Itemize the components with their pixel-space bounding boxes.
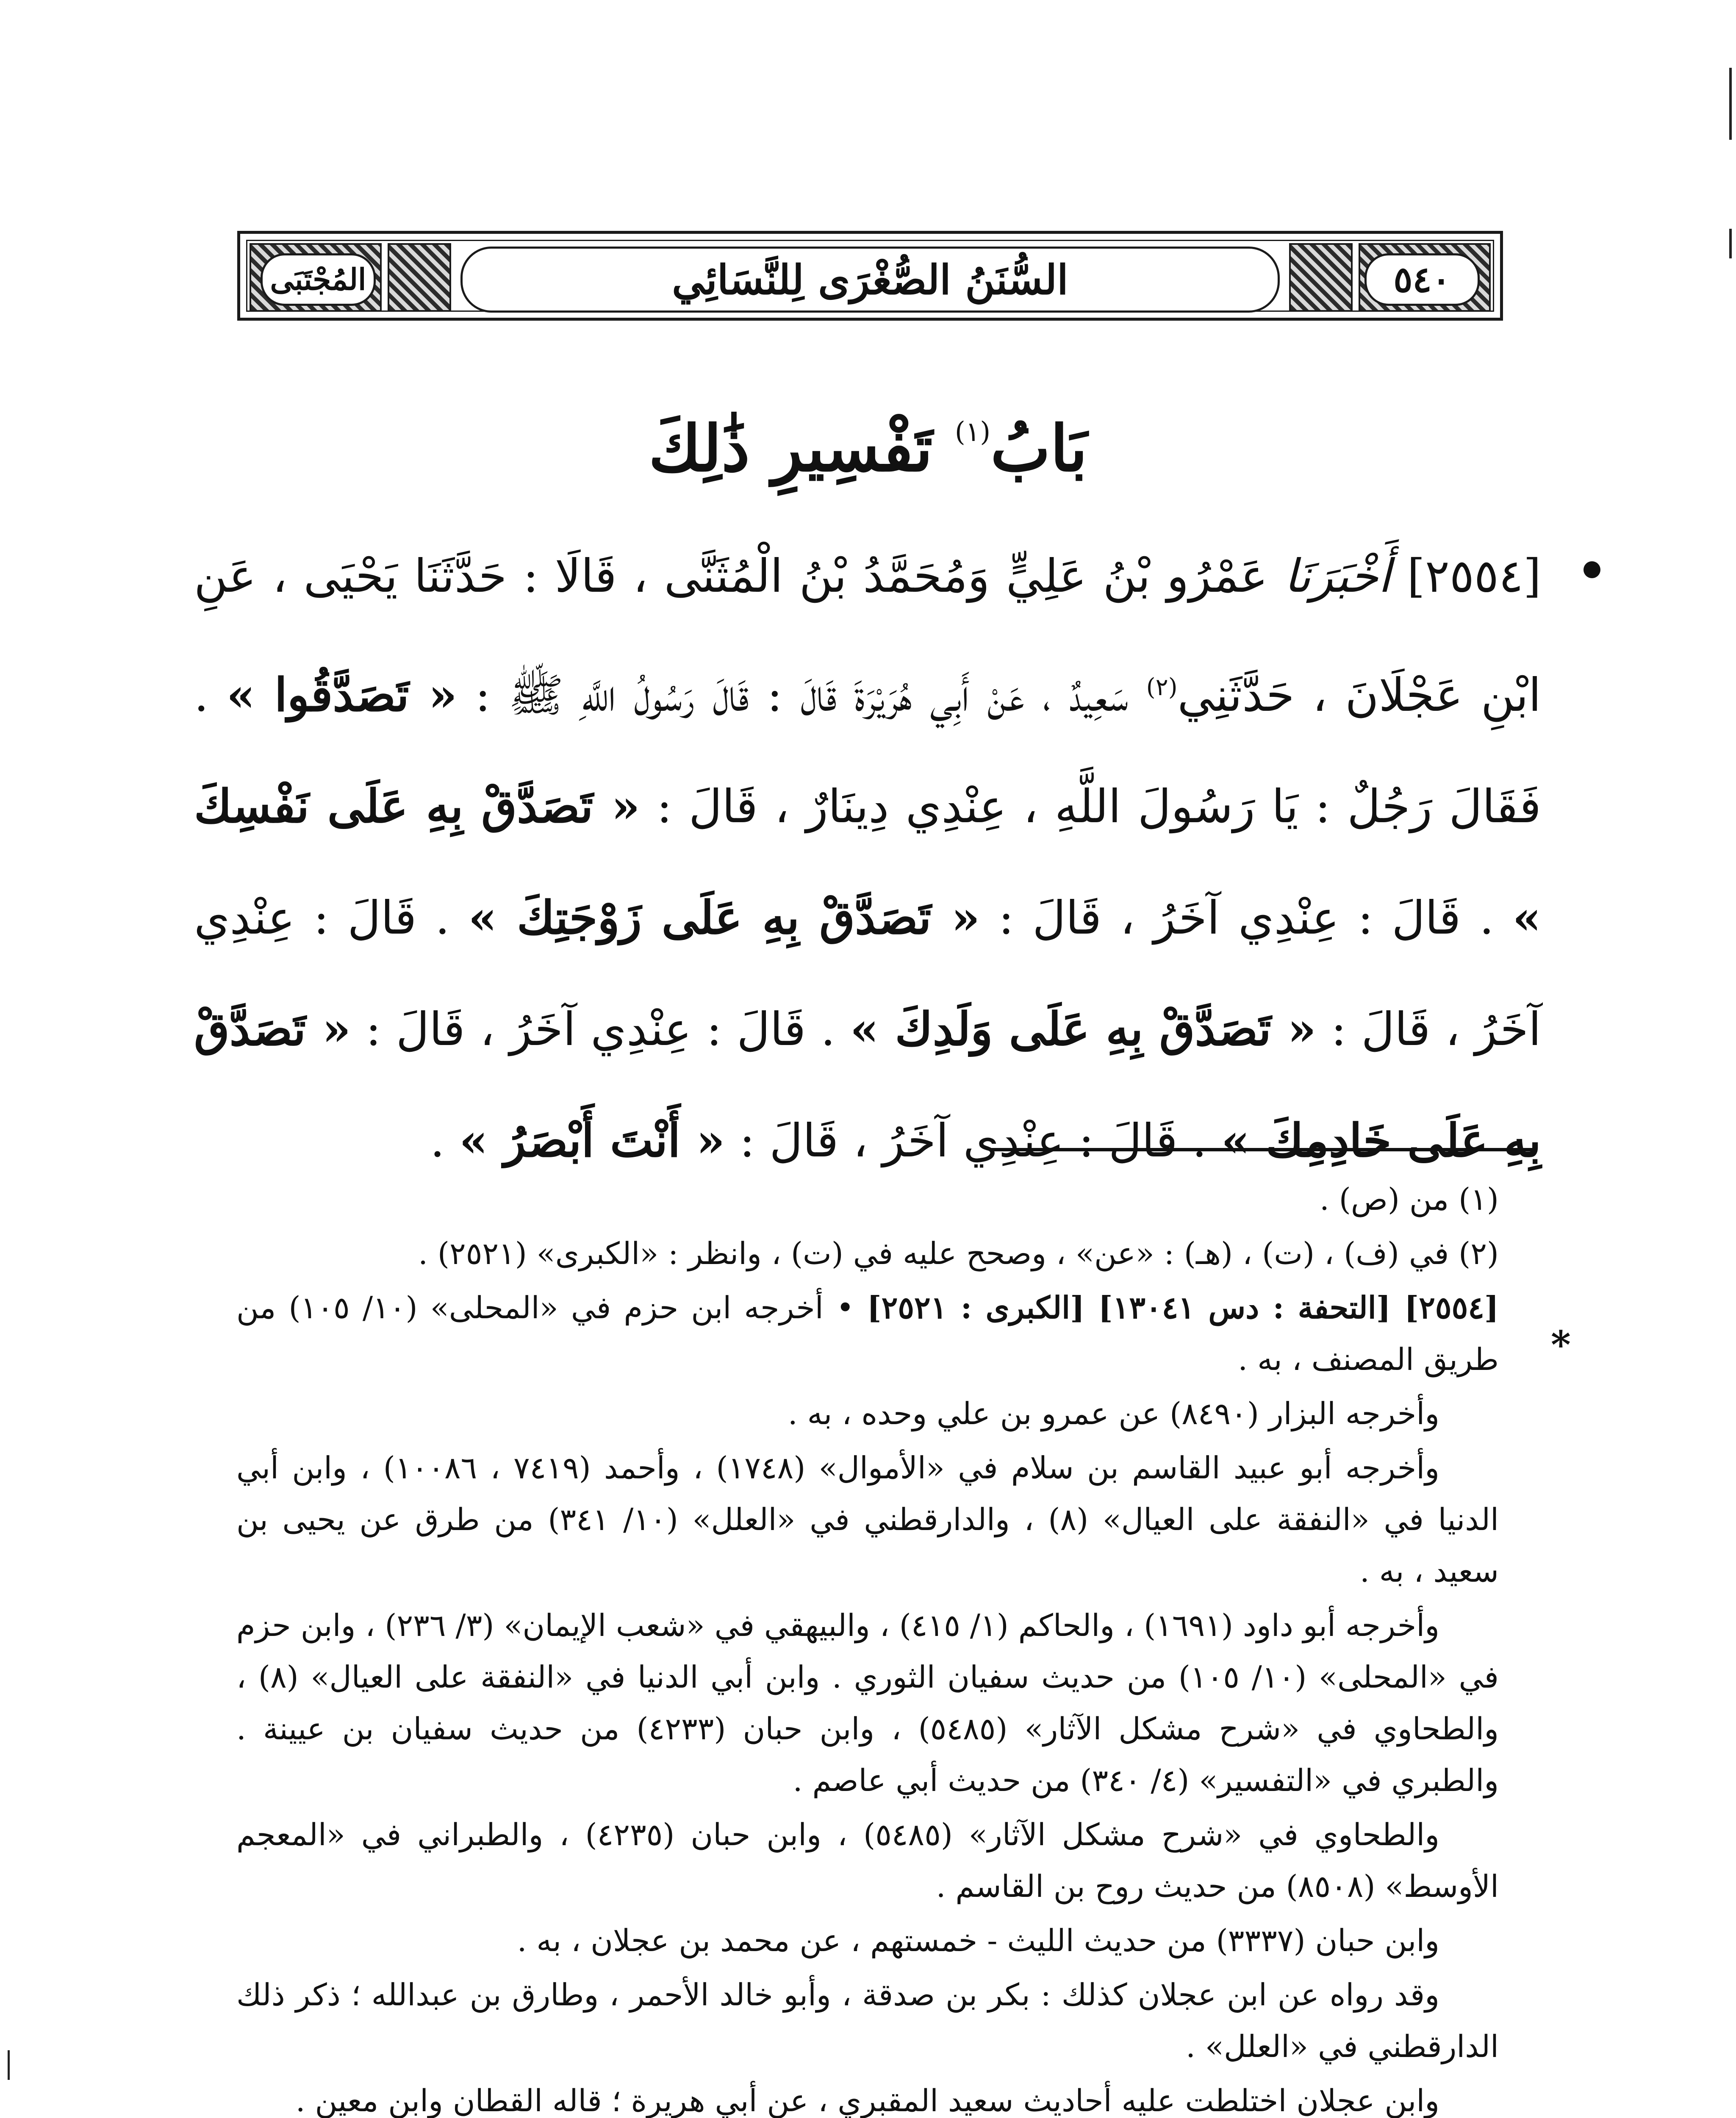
hadith-bullet — [1583, 561, 1600, 578]
prophetic-quote-3: « تَصَدَّقْ بِهِ عَلَى زَوْجَتِكَ » — [468, 891, 980, 945]
hadith-text-f: . قَالَ : عِنْدِي آخَرُ ، قَالَ : — [366, 1003, 835, 1056]
scan-edge-mark — [1729, 68, 1732, 140]
takhrij-first — [236, 1282, 1499, 1385]
prophetic-quote-2: « تَصَدَّقْ بِهِ عَلَى نَفْسِكَ » — [194, 780, 1541, 945]
header-ornament-left-inner — [388, 243, 451, 312]
hadith-lead-word: أَخْبَرَنَا — [1284, 550, 1391, 603]
takhrij-header: [٢٥٥٤] [التحفة : دس ١٣٠٤١] [الكبرى : ٢٥٢١] — [867, 1289, 1499, 1325]
footnote-separator — [990, 1148, 1533, 1151]
takhrij-paragraph: وقد رواه عن ابن عجلان كذلك : بكر بن صدقة ، وأبو خالد الأحمر ، وطارق بن عبدالله ؛ ذكر ذلك الدارقطني في «العلل» . — [236, 1977, 1499, 2064]
hadith-chain-a: عَمْرُو بْنُ عَلِيٍّ وَمُحَمَّدُ بْنُ الْمُثَنَّى ، قَالَا : حَدَّثَنَا يَحْيَى ، عَنِ ابْنِ عَجْلَانَ ، حَدَّثَنِي — [194, 550, 1541, 722]
takhrij-paragraph: وأخرجه أبو عبيد القاسم بن سلام في «الأموال» (١٧٤٨) ، وأحمد (٧٤١٩ ، ١٠٠٨٦) ، وابن أبي الدنيا في «النفقة على العيال» (٨) ، والدارقطني في «العلل» (١٠/ ٣٤١) من طرق عن يحيى بن سعيد ، به . — [236, 1450, 1499, 1589]
prophetic-quote-6: « أَنْتَ أَبْصَرُ » — [459, 1114, 725, 1167]
hadith-text-c: . فَقَالَ رَجُلٌ : يَا رَسُولَ اللَّهِ ، عِنْدِي دِينَارٌ ، قَالَ : — [194, 669, 1541, 833]
prophetic-quote-1: « تَصَدَّقُوا » — [226, 668, 458, 722]
takhrij-paragraph: وأخرجه البزار (٨٤٩٠) عن عمرو بن علي وحده ، به . — [788, 1396, 1439, 1431]
page-header — [237, 231, 1503, 321]
hadith-chain-b: سَعِيدٌ ، عَنْ أَبِي هُرَيْرَةَ قَالَ : قَالَ رَسُولُ اللَّهِ ﷺ : — [475, 669, 1129, 722]
takhrij-star: * — [1550, 1322, 1571, 1367]
takhrij-paragraph: وابن حبان (٣٣٣٧) من حديث الليث - خمستهم ، عن محمد بن عجلان ، به . — [517, 1923, 1439, 1958]
scan-edge-mark — [8, 2050, 10, 2080]
takhrij-paragraph: والطحاوي في «شرح مشكل الآثار» (٥٤٨٥) ، وابن حبان (٤٢٣٥) ، والطبراني في «المعجم الأوسط» (٨٥٠٨) من حديث روح بن القاسم . — [236, 1817, 1499, 1904]
takhrij-paragraph: وأخرجه أبو داود (١٦٩١) ، والحاكم (١/ ٤١٥) ، والبيهقي في «شعب الإيمان» (٣/ ٢٣٦) ، وابن حزم في «المحلى» (١٠/ ١٠٥) من حديث سفيان الثوري . وابن أبي الدنيا في «النفقة على العيال» (٨) ، والطحاوي في «شرح مشكل الآثار» (٥٤٨٥) ، وابن حبان (٤٢٣٣) من حديث سفيان بن عيينة . والطبري في «التفسير» (٤/ ٣٤٠) من حديث أبي عاصم . — [236, 1608, 1499, 1798]
hadith-text-h: . — [430, 1114, 445, 1167]
footnote-1: (١) من (ص) . — [1319, 1181, 1499, 1217]
book-title: السُّنَنُ الصُّغْرَى لِلنَّسَائِي — [460, 247, 1280, 313]
page-number: ٥٤٠ — [1364, 253, 1480, 306]
header-ornament-right-inner — [1289, 243, 1353, 312]
hadith-text-g: . قَالَ : عِنْدِي آخَرُ ، قَالَ : — [739, 1114, 1207, 1167]
takhrij-paragraph: وابن عجلان اختلطت عليه أحاديث سعيد المقبري ، عن أبي هريرة ؛ قاله القطان وابن معين . — [295, 2083, 1439, 2118]
chapter-heading — [0, 381, 1736, 486]
hadith-text — [194, 521, 1541, 1197]
book-short-title: المُجْتَبَى — [261, 253, 376, 306]
hadith-text-d: . قَالَ : عِنْدِي آخَرُ ، قَالَ : — [998, 892, 1494, 945]
chapter-title: تَفْسِيرِ ذَٰلِكَ — [649, 411, 933, 486]
prophetic-quote-4: « تَصَدَّقْ بِهِ عَلَى وَلَدِكَ » — [850, 1003, 1316, 1056]
hadith-text-e: . قَالَ : عِنْدِي آخَرُ ، قَالَ : — [194, 892, 1541, 1056]
takhrij-first-text: • أخرجه ابن حزم في «المحلى» (١٠/ ١٠٥) من طريق المصنف ، به . — [236, 1290, 1499, 1377]
chapter-label: بَابُ — [990, 411, 1087, 486]
hadith-footnote-ref: (٢) — [1146, 674, 1178, 701]
hadith-number: [٢٥٥٤] — [1407, 550, 1541, 603]
footnote-2: (٢) في (ف) ، (ت) ، (هـ) : «عن» ، وصحح عليه في (ت) ، وانظر : «الكبرى» (٢٥٢١) . — [418, 1236, 1499, 1271]
scan-edge-mark — [1729, 229, 1732, 258]
chapter-footnote-ref: (١) — [954, 416, 991, 448]
prophetic-quote-5: « تَصَدَّقْ بِهِ عَلَى خَادِمِكَ » — [194, 1003, 1541, 1167]
footnotes — [236, 1173, 1499, 2118]
